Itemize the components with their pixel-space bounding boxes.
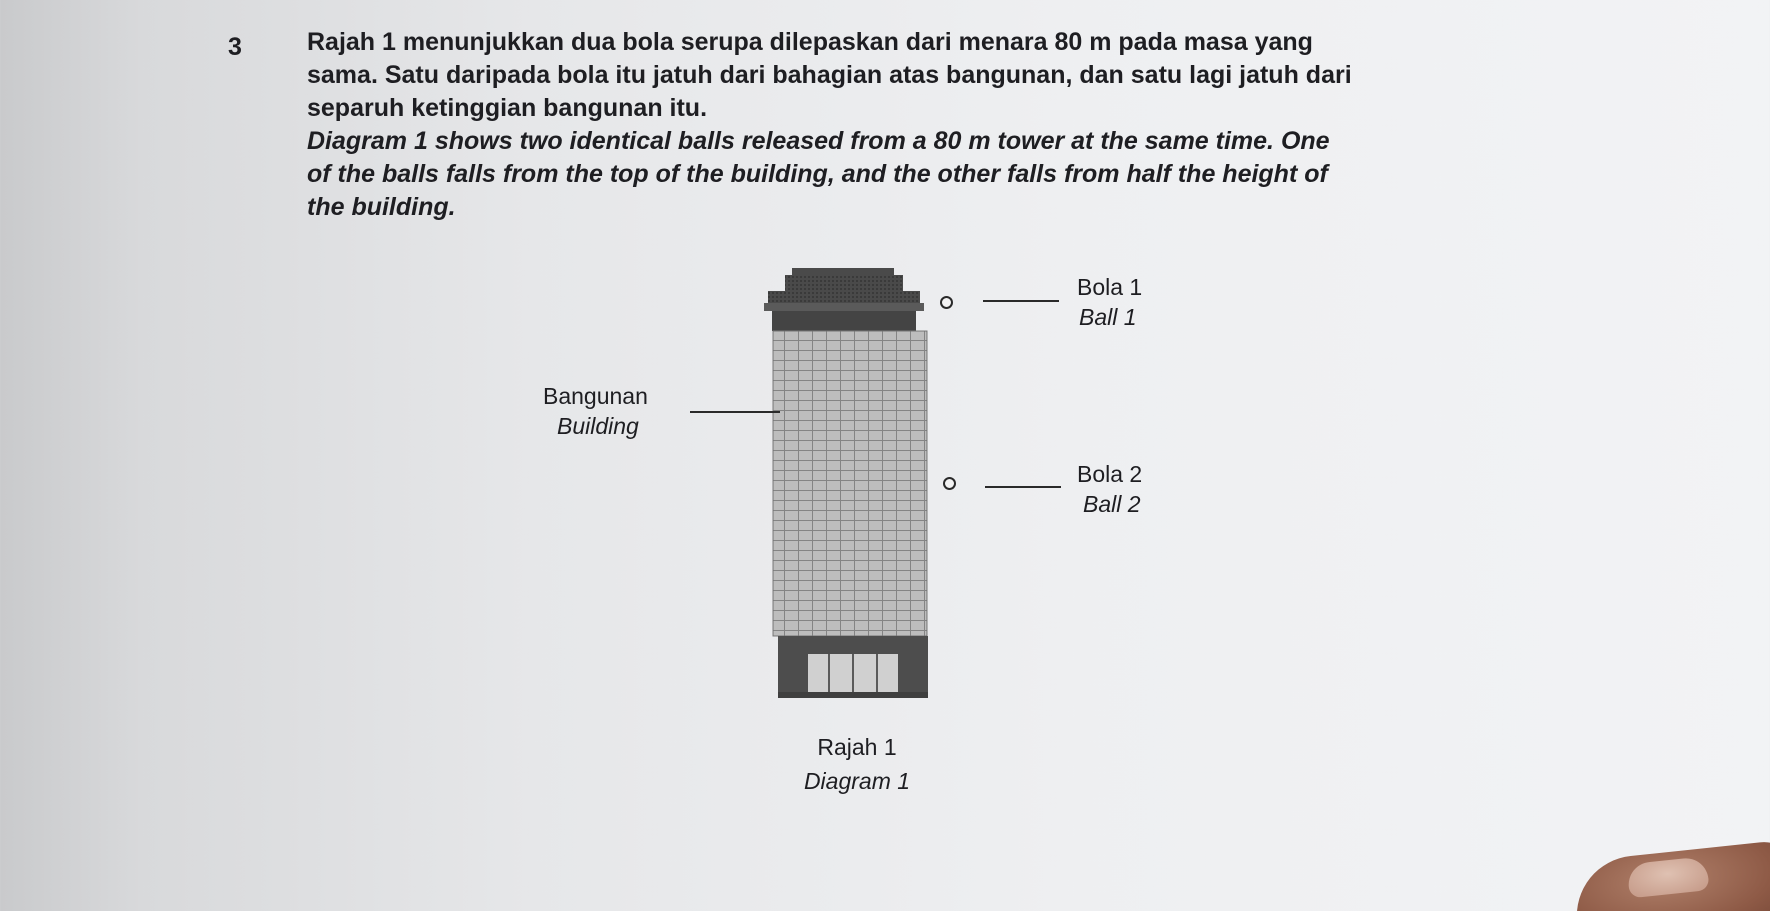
building-leader-line: [690, 411, 780, 413]
building-label-english: Building: [557, 413, 639, 439]
ball-2-label-malay: Bola 2: [1077, 461, 1143, 487]
ball-2-leader-line: [985, 486, 1061, 488]
ball-1-leader-line: [983, 300, 1059, 302]
ball-2-label-english: Ball 2: [1083, 491, 1141, 517]
roof-top: [792, 268, 894, 275]
ball-1-label-malay: Bola 1: [1077, 274, 1143, 300]
thumbnail: [1626, 856, 1709, 898]
english-line-3: the building.: [307, 193, 456, 221]
malay-line-3: separuh ketinggian bangunan itu.: [307, 94, 708, 122]
ball-2: [943, 477, 956, 490]
roof-lower: [768, 291, 920, 303]
caption-english: Diagram 1: [803, 768, 911, 794]
english-line-1: Diagram 1 shows two identical balls released from a 80 m tower at the same time. One: [307, 127, 1330, 155]
ball-1-label-english: Ball 1: [1079, 304, 1137, 330]
ball-1: [940, 296, 953, 309]
roof-upper: [785, 275, 903, 291]
caption-malay: Rajah 1: [817, 734, 897, 760]
building-label: [543, 381, 648, 441]
roof-base: [772, 311, 916, 331]
roof-ledge: [764, 303, 924, 311]
question-number: 3: [228, 33, 242, 61]
malay-line-1: Rajah 1 menunjukkan dua bola serupa dilepaskan dari menara 80 m pada masa yang: [307, 28, 1313, 56]
building-label-malay: Bangunan: [543, 383, 648, 409]
ball-1-label: [1077, 272, 1142, 332]
english-line-2: of the balls falls from the top of the building, and the other falls from half the height of: [307, 160, 1328, 188]
ball-2-label: [1077, 459, 1142, 519]
diagram-caption: [757, 730, 957, 798]
malay-line-2: sama. Satu daripada bola itu jatuh dari bahagian atas bangunan, dan satu lagi jatuh dari: [307, 61, 1352, 89]
